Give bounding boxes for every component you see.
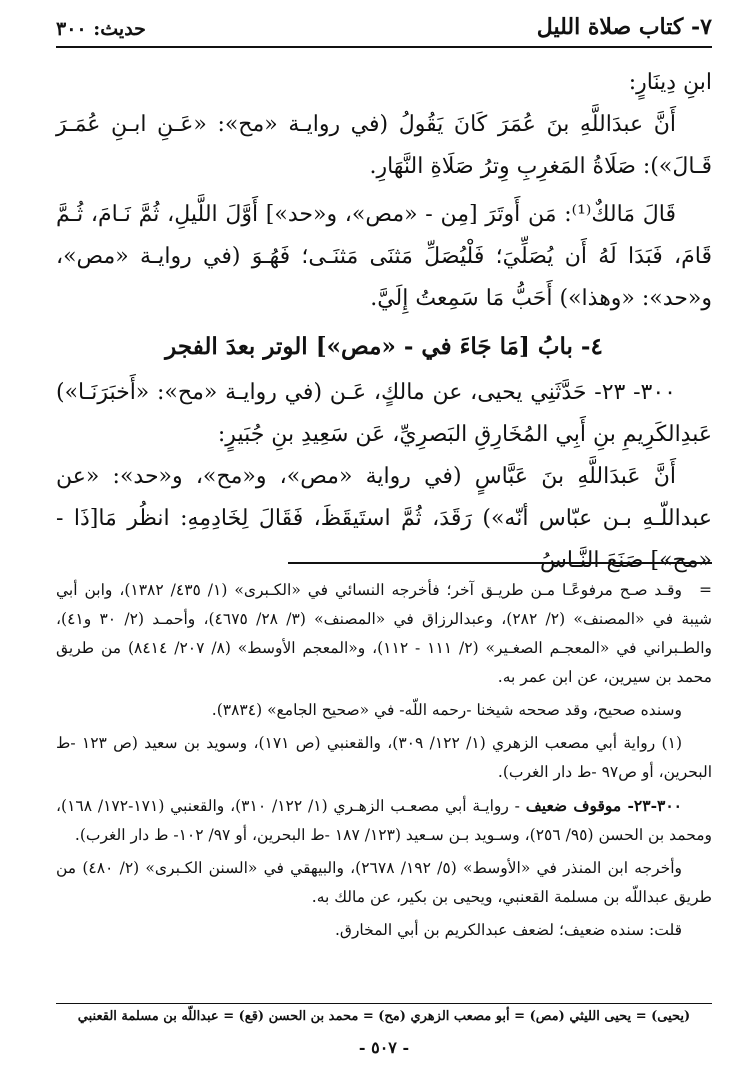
footnote-continued bbox=[56, 576, 712, 692]
page-number: - ٥٠٧ - bbox=[358, 1038, 410, 1057]
abbreviations-rule bbox=[56, 1003, 712, 1004]
footnote-1: (١) رواية أبي مصعب الزهري (١/ ١٢٢/ ٣٠٩)، والقعنبي (ص ١٧١)، وسويد بن سعيد (ص ١٢٣ -ط البحرين، أو ص٩٧ -ط دار الغرب). bbox=[56, 734, 712, 781]
footnotes bbox=[56, 576, 712, 949]
footnote-hadith-grade: ٣٠٠-٢٣- موقوف ضعيف bbox=[525, 796, 682, 815]
book-title: ٧- كتاب صلاة الليل bbox=[536, 14, 712, 40]
footnote-text: وقـد صـح مرفوعًـا مـن طريـق آخر؛ فأخرجه النسائي في «الكـبرى» (١/ ٤٣٥/ ١٣٨٢)، وابن أبي شيبة في «المصنف» (٢/ ٢٨٢)، وعبدالرزاق في «المصنف» (٣/ ٢٨/ ٤٦٧٥)، وأحمـد (٢/ ٣٠ و٤١)، والطـبراني في «المعجـم الصغـير» (٢/ ١١١ - ١١٢)، و«المعجم الأوسط» (٨/ ٢٠٧/ ٨٤١٤) من طريق محمد بن سيرين، عن ابن عمر به. bbox=[56, 581, 713, 686]
footnote-takhrij: وأخرجه ابن المنذر في «الأوسط» (٥/ ١٩٢/ ٢٦٧٨)، والبيهقي في «السنن الكـبرى» (٢/ ٤٨٠) من طريق عبداللّه بن مسلمة القعنبي، ويحيى بن بكير، عن مالك به. bbox=[56, 859, 712, 906]
paragraph-isnad: ٣٠٠- ٢٣- حَدَّثَنِي يحيى، عن مالكٍ، عَـن (في روايـة «مح»: «أَخبَرَنَـا») عَبدِالكَرِيمِ بنِ أَبِي المُخَارِقِ البَصرِيِّ، عَن سَعِيدِ بنِ جُبَيرٍ: bbox=[56, 380, 712, 447]
abbreviations-legend: (يحيى) = يحيى الليثي (مص) = أبو مصعب الزهري (مح) = محمد بن الحسن (قع) = عبداللّه بن مسلمة القعنبي bbox=[77, 1009, 691, 1024]
paragraph-intro: ابنِ دِينَارٍ: bbox=[628, 70, 712, 95]
footnote-rule bbox=[288, 562, 712, 564]
page-header bbox=[56, 8, 712, 40]
paragraph-ibn-abbas: أَنَّ عَبدَاللَّهِ بنَ عَبَّاسٍ (في رواية «مص»، و«مح»، و«حد»: «عن عبداللّـهِ بـن عبّاس أنّه») رَقَدَ، ثُمَّ استَيقَظَ، فَقَالَ لِخَادِمِهِ: انظُر مَا[ذَا - «مح»] صَنَعَ النَّـاسُ bbox=[56, 464, 712, 573]
paragraph-ibn-umar: أَنَّ عبدَاللَّهِ بنَ عُمَرَ كَانَ يَقُولُ (في روايـة «مح»: «عَـنِ ابـنِ عُمَـرَ قَـالَ»): صَلَاةُ المَغرِبِ وِترُ صَلَاةِ النَّهَارِ. bbox=[56, 112, 712, 179]
footnote-grading: وسنده صحيح، وقد صححه شيخنا -رحمه اللّه- في «صحيح الجامع» (٣٨٣٤). bbox=[211, 701, 682, 719]
main-text bbox=[56, 62, 712, 582]
hadith-number: حديث: ٣٠٠ bbox=[56, 18, 146, 40]
footnote-hadith-300 bbox=[56, 791, 712, 850]
footnote-hadith-sources: - روايـة أبي مصعـب الزهـري (١/ ١٢٢/ ٣١٠)، والقعنبي (١٧١-١٧٢/ ١٦٨)، ومحمد بن الحسن (٩٥/ ٢٥٦)، وسـويد بـن سـعيد (١٢٣/ ١٨٧ -ط البحرين، أو ٩٧/ ١٠٢- ط دار الغرب). bbox=[56, 797, 712, 844]
book-page bbox=[56, 8, 712, 1078]
continuation-mark: = bbox=[699, 581, 712, 599]
header-rule bbox=[56, 46, 712, 48]
chapter-heading: ٤- بابُ [مَا جَاءَ في - «مص»] الوتر بعدَ الفجر bbox=[165, 333, 603, 360]
paragraph-malik: قَالَ مَالكٌ⁽¹⁾: مَن أَوتَرَ [مِن - «مص»، و«حد»] أَوَّلَ اللَّيلِ، ثُمَّ نَـامَ، ثُـمَّ قَامَ، فَبَدَا لَهُ أَن يُصَلِّيَ؛ فَلْيُصَلِّ مَثنَى مَثنَـى؛ فَهُـوَ (في روايـة «مص»، و«حد»: «وهذا») أَحَبُّ مَا سَمِعتُ إِلَيَّ. bbox=[56, 202, 712, 311]
footnote-verdict: قلت: سنده ضعيف؛ لضعف عبدالكريم بن أبي المخارق. bbox=[334, 921, 682, 939]
